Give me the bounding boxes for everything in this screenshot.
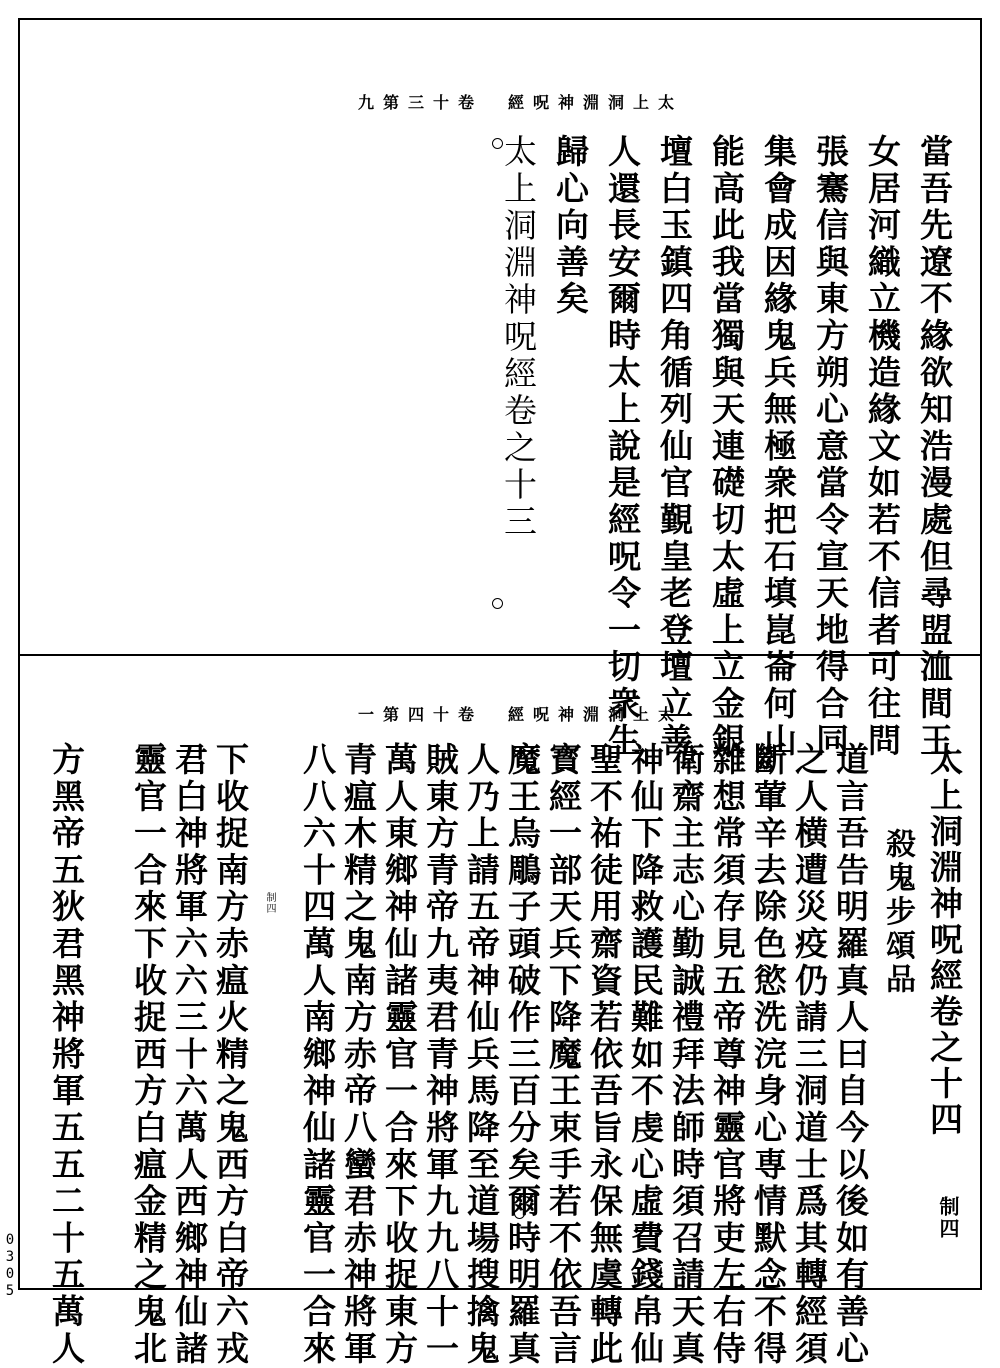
bottom-column-14: 八八六十四萬人南鄉神仙諸靈官一合來 (298, 742, 337, 1368)
bottom-column-4: 雜想常須存見五帝尊神靈官將吏左右侍 (708, 742, 747, 1368)
bottom-column-1: 道言吾告明羅真人曰自今以後如有善心 (831, 742, 870, 1368)
page-number: 0305 (2, 1232, 18, 1300)
circle-mark (492, 598, 503, 609)
top-column-4: 集會成因緣鬼兵無極衆把石填崑崙何山 (759, 134, 798, 760)
bottom-column-8: 寳經一部天兵下降魔王束手若不依吾言 (544, 742, 583, 1368)
bottom-column-10: 人乃上請五帝神仙兵馬降至道場搜擒鬼 (462, 742, 501, 1368)
bottom-column-12: 萬人東鄉神仙諸靈官一合來下收捉東方 (380, 742, 419, 1368)
bottom-column-18: 方黑帝五狄君黑神將軍五五二十五萬人 (47, 742, 86, 1368)
bottom-column-7: 聖不祐徒用齋資若依吾旨永保無虞轉此 (585, 742, 624, 1368)
chapter-title: 太上洞淵神呪經卷之十四 (925, 742, 964, 1138)
bottom-column-11: 賊東方青帝九夷君青神將軍九九八十一 (421, 742, 460, 1368)
bottom-column-13: 青瘟木精之鬼南方赤帝八蠻君赤神將軍 (339, 742, 378, 1368)
bottom-column-16: 君白神將軍六六三十六萬人西鄉神仙諸 (170, 742, 209, 1368)
bottom-panel (20, 656, 980, 1368)
bottom-column-15: 下收捉南方赤瘟火精之鬼西方白帝六戎 (211, 742, 250, 1368)
top-running-header: 九第三十卷 經呪神淵洞上太 (358, 93, 684, 112)
top-column-3: 張騫信與東方朔心意當令宣天地得合同 (811, 134, 850, 760)
bottom-column-6: 神仙下降救護民難如不虔心虛費錢帛仙 (626, 742, 665, 1368)
top-column-8: 歸心向善矣 (551, 134, 590, 318)
bottom-column-5: 衛齋主志心勤誠禮拜法師時須召請天真 (667, 742, 706, 1368)
chapter-subtitle: 殺鬼步頌品 (880, 828, 915, 997)
bottom-column-9: 魔王烏鵰子頭破作三百分矣爾時明羅真 (503, 742, 542, 1368)
bottom-column-3: 斷葷辛去除色慾洗浣身心専情默念不得 (749, 742, 788, 1368)
bottom-column-17: 靈官一合來下收捉西方白瘟金精之鬼北 (129, 742, 168, 1368)
bottom-column-2: 之人横遭災疫仍請三洞道士爲其轉經須 (790, 742, 829, 1368)
closing-title: 太上洞淵神呪經卷之十三 (499, 134, 538, 541)
top-column-7: 人還長安爾時太上說是經呪令一切衆生 (603, 134, 642, 760)
top-column-6: 壇白玉鎮四角循列仙官覲皇老登壇立善 (655, 134, 694, 760)
chapter-stamp: 制四 (936, 1196, 960, 1240)
margin-mark: 制四 (264, 892, 275, 914)
bottom-running-header: 一第四十卷 經呪神淵洞上太 (358, 705, 684, 724)
top-column-2: 女居河織立機造緣文如若不信者可往問 (863, 134, 902, 760)
top-column-1: 當吾先遼不緣欲知浩漫處但尋盟洫間王 (915, 134, 954, 760)
top-column-5: 能高此我當獨與天連礎切太虛上立金銀 (707, 134, 746, 760)
